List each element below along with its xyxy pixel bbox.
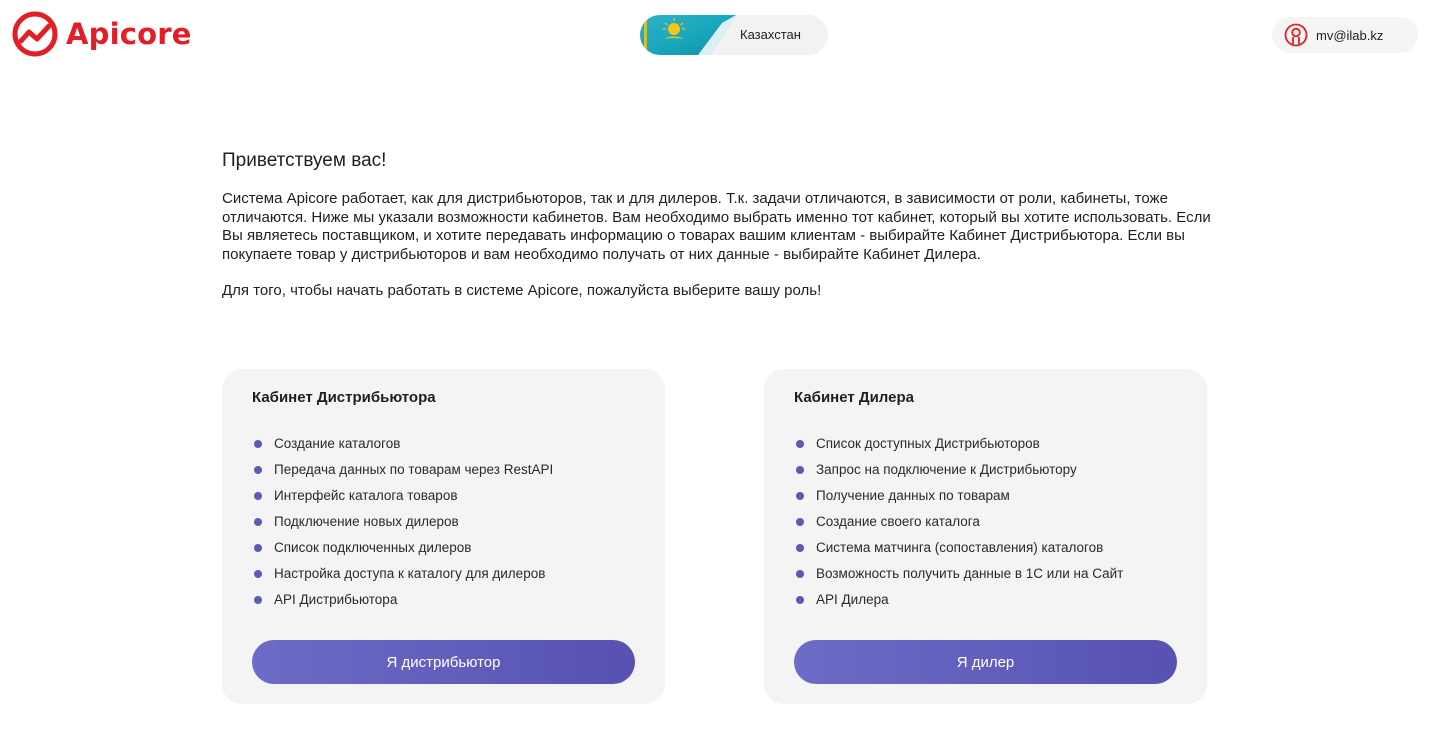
list-item (252, 514, 635, 540)
card-title: Кабинет Дистрибьютора (252, 389, 436, 406)
bullet-icon (796, 570, 804, 578)
select-role-text: Для того, чтобы начать работать в системе Apicore, пожалуйста выберите вашу роль! (222, 282, 822, 300)
bullet-icon (796, 596, 804, 604)
list-item (794, 592, 1177, 618)
user-menu[interactable] (1272, 17, 1418, 53)
feature-label: Создание своего каталога (816, 514, 980, 529)
feature-label: Возможность получить данные в 1С или на Сайт (816, 566, 1124, 581)
feature-label: Создание каталогов (274, 436, 401, 451)
bullet-icon (796, 544, 804, 552)
user-icon (1284, 23, 1308, 47)
list-item (794, 514, 1177, 540)
feature-list (252, 436, 635, 618)
feature-label: Список подключенных дилеров (274, 540, 472, 555)
dealer-button[interactable]: Я дилер (794, 640, 1177, 684)
country-selector[interactable] (640, 15, 828, 55)
list-item (252, 488, 635, 514)
feature-label: API Дилера (816, 592, 889, 607)
list-item (252, 462, 635, 488)
bullet-icon (254, 492, 262, 500)
bullet-icon (796, 466, 804, 474)
card-title: Кабинет Дилера (794, 389, 914, 406)
list-item (794, 462, 1177, 488)
dealer-card (764, 369, 1207, 704)
feature-label: Получение данных по товарам (816, 488, 1010, 503)
user-email: mv@ilab.kz (1316, 27, 1384, 43)
feature-label: Настройка доступа к каталогу для дилеров (274, 566, 546, 581)
country-label: Казахстан (740, 27, 801, 42)
welcome-section (222, 150, 1212, 301)
feature-label: Запрос на подключение к Дистрибьютору (816, 462, 1077, 477)
feature-label: Система матчинга (сопоставления) каталогов (816, 540, 1104, 555)
list-item (794, 540, 1177, 566)
distributor-card (222, 369, 665, 704)
bullet-icon (254, 570, 262, 578)
bullet-icon (254, 518, 262, 526)
bullet-icon (254, 596, 262, 604)
feature-label: API Дистрибьютора (274, 592, 398, 607)
bullet-icon (796, 518, 804, 526)
distributor-button[interactable]: Я дистрибьютор (252, 640, 635, 684)
list-item (794, 436, 1177, 462)
logo-text: Apicore (66, 17, 192, 51)
feature-label: Подключение новых дилеров (274, 514, 459, 529)
list-item (252, 592, 635, 618)
feature-label: Список доступных Дистрибьюторов (816, 436, 1040, 451)
feature-label: Передача данных по товарам через RestAPI (274, 462, 554, 477)
list-item (252, 566, 635, 592)
feature-list (794, 436, 1177, 618)
list-item (252, 436, 635, 462)
bullet-icon (796, 440, 804, 448)
page-title: Приветствуем вас! (222, 150, 387, 171)
kazakhstan-flag-icon (640, 15, 736, 55)
list-item (794, 488, 1177, 514)
bullet-icon (254, 466, 262, 474)
bullet-icon (254, 440, 262, 448)
apicore-logo[interactable] (12, 11, 192, 57)
list-item (252, 540, 635, 566)
list-item (794, 566, 1177, 592)
bullet-icon (254, 544, 262, 552)
intro-text: Система Apicore работает, как для дистрибьюторов, так и для дилеров. Т.к. задачи отличаются, в зависимости от роли, кабинеты, тоже отличаются. Ниже мы указали возможности кабинетов. Вам необходимо выбрать именно тот кабинет, который вы хотите использовать. Если Вы являетесь поставщиком, и хотите передавать информацию о товарах вашим клиентам - выбирайте Кабинет Дистрибьютора. Если вы покупаете товар у дистрибьюторов и вам необходимо получать от них данные - выбирайте Кабинет Дилера. (222, 190, 1211, 263)
bullet-icon (796, 492, 804, 500)
feature-label: Интерфейс каталога товаров (274, 488, 458, 503)
apicore-logo-icon (12, 11, 58, 57)
